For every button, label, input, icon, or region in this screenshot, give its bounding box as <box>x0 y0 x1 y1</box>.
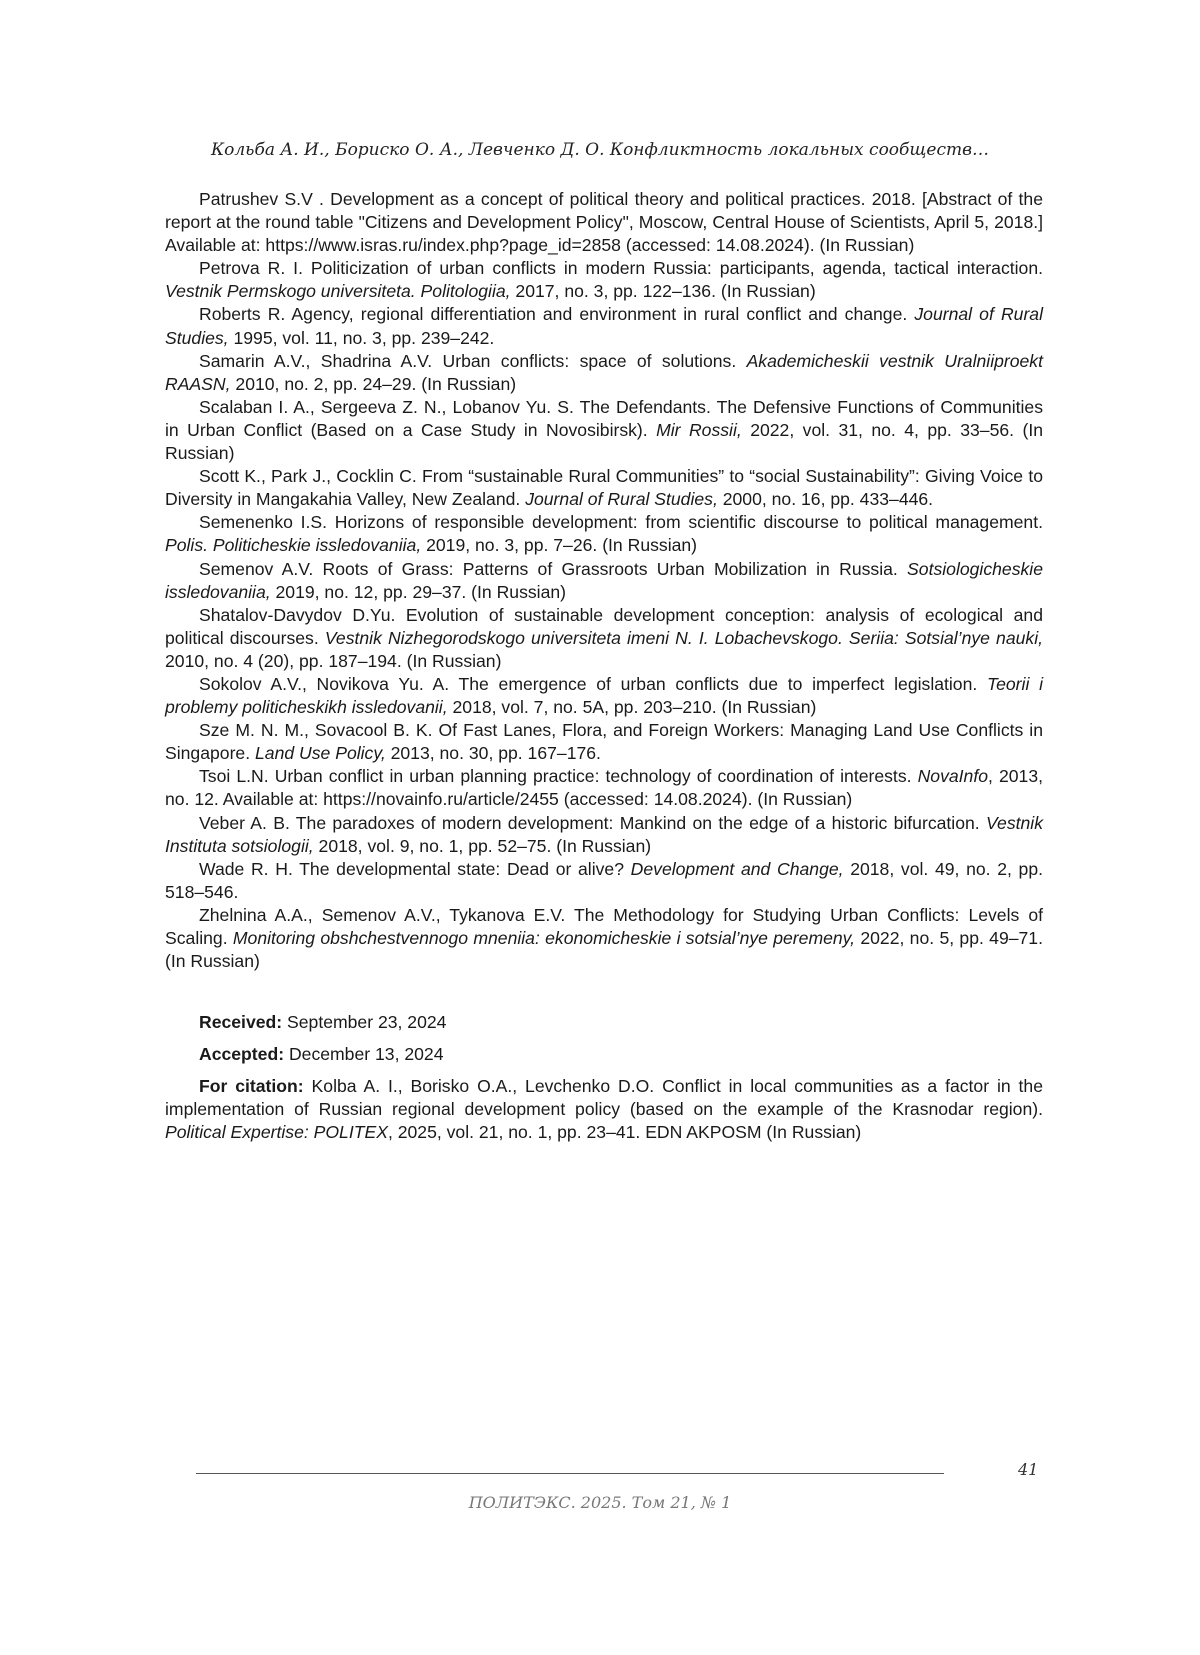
reference-item <box>165 765 1043 811</box>
reference-source: Journal of Rural Studies, <box>525 489 718 510</box>
accepted-line <box>165 1043 1043 1066</box>
reference-text: Shatalov-Davydov D.Yu. Evolution of sustainable development conception: analysis of ecological and political discourses. <box>165 604 1043 648</box>
reference-item <box>165 858 1043 904</box>
reference-text: Samarin A.V., Shadrina A.V. Urban conflicts: space of solutions. <box>199 350 747 371</box>
reference-item <box>165 350 1043 396</box>
reference-text: 2000, no. 16, pp. 433–446. <box>717 489 934 510</box>
reference-text: 2022, no. 5, pp. 49–71. (In Russian) <box>165 928 1043 972</box>
citation-text: Kolba A. I., Borisko O.A., Levchenko D.O. Conflict in local communities as a factor in the implementation of Russian regional development policy (based on the example of the Krasnodar region). <box>165 1076 1043 1120</box>
accepted-value: December 13, 2024 <box>284 1044 444 1064</box>
reference-text: 2018, vol. 7, no. 5A, pp. 203–210. (In Russian) <box>447 697 817 718</box>
reference-item <box>165 604 1043 673</box>
reference-text: Scott K., Park J., Cocklin C. From “sustainable Rural Communities” to “social Sustainability”: Giving Voice to Diversity in Mangakahia Valley, New Zealand. <box>165 466 1043 510</box>
reference-item <box>165 673 1043 719</box>
reference-text: Patrushev S.V . Development as a concept of political theory and political practices. 2018. [Abstract of the report at the round table "Citizens and Development Policy", Moscow, Central House of Scientists, April 5, 2018.] Available at: https://www.isras.ru/index.php?page_id=2858 (accessed: 14.08.2024). (In Russian) <box>165 189 1043 256</box>
reference-text: 2022, vol. 31, no. 4, pp. 33–56. (In Russian) <box>165 419 1044 464</box>
reference-item <box>165 719 1043 765</box>
running-head: Кольба А. И., Бориско О. А., Левченко Д. О. Конфликтность локальных сообществ… <box>210 140 990 160</box>
reference-item <box>165 904 1043 973</box>
article-meta <box>165 1011 1043 1034</box>
reference-item <box>165 812 1043 858</box>
accepted-label: Accepted: <box>199 1044 285 1064</box>
reference-text: Wade R. H. The developmental state: Dead or alive? <box>199 858 631 879</box>
reference-item <box>165 303 1043 349</box>
reference-text: 2018, vol. 49, no. 2, pp. 518–546. <box>165 858 1043 902</box>
reference-item <box>165 396 1043 465</box>
reference-source: Land Use Policy, <box>255 743 386 764</box>
received-value: September 23, 2024 <box>282 1012 447 1032</box>
reference-item <box>165 257 1043 303</box>
journal-footer: ПОЛИТЭКС. 2025. Том 21, № 1 <box>468 1493 732 1512</box>
reference-text: Sze M. N. M., Sovacool B. K. Of Fast Lanes, Flora, and Foreign Workers: Managing Land Use Conflicts in Singapore. <box>165 720 1043 764</box>
reference-text: 2019, no. 12, pp. 29–37. (In Russian) <box>270 581 567 602</box>
received-label: Received: <box>199 1012 283 1032</box>
reference-list <box>165 188 1043 973</box>
reference-text: 2019, no. 3, pp. 7–26. (In Russian) <box>421 535 698 556</box>
page-number: 41 <box>1018 1460 1039 1479</box>
reference-text: Veber A. B. The paradoxes of modern development: Mankind on the edge of a historic bifurcation. <box>199 812 986 833</box>
reference-source: Teorii i problemy politicheskikh issledovanii, <box>165 673 1043 718</box>
reference-item <box>165 188 1043 257</box>
reference-source: Akademicheskii vestnik Uralniiproekt RAASN, <box>165 350 1043 394</box>
article-meta-accepted <box>165 1043 1043 1066</box>
reference-source: Polis. Politicheskie issledovaniia, <box>165 535 422 556</box>
reference-text: 2010, no. 2, pp. 24–29. (In Russian) <box>230 373 517 394</box>
article-meta-citation <box>165 1075 1043 1144</box>
reference-text: Sokolov A.V., Novikova Yu. A. The emergence of urban conflicts due to imperfect legislation. <box>199 673 987 694</box>
reference-source: Vestnik Instituta sotsiologii, <box>165 812 1043 856</box>
reference-source: Vestnik Nizhegorodskogo universiteta imeni N. I. Lobachevskogo. Seriia: Sotsial’nye nauki, <box>324 627 1043 648</box>
reference-source: NovaInfo <box>917 766 988 787</box>
citation-journal: Political Expertise: POLITEX <box>165 1122 388 1143</box>
reference-text: Petrova R. I. Politicization of urban conflicts in modern Russia: participants, agenda, tactical interaction. <box>199 258 1043 279</box>
reference-item <box>165 465 1043 511</box>
reference-text: 2017, no. 3, pp. 122–136. (In Russian) <box>510 281 816 302</box>
reference-text: 1995, vol. 11, no. 3, pp. 239–242. <box>228 327 495 348</box>
reference-text: 2018, vol. 9, no. 1, pp. 52–75. (In Russian) <box>313 835 652 856</box>
reference-source: Monitoring obshchestvennogo mneniia: ekonomicheskie i sotsial’nye peremeny, <box>232 928 856 948</box>
reference-text: Semenov A.V. Roots of Grass: Patterns of Grassroots Urban Mobilization in Russia. <box>199 558 908 579</box>
reference-text: Semenenko I.S. Horizons of responsible development: from scientific discourse to political management. <box>199 512 1043 533</box>
citation-block <box>165 1075 1043 1144</box>
reference-source: Mir Rossii, <box>656 419 742 440</box>
citation-text-tail: , 2025, vol. 21, no. 1, pp. 23–41. EDN AKPOSM (In Russian) <box>387 1122 862 1143</box>
reference-source: Journal of Rural Studies, <box>165 304 1043 348</box>
reference-text: Roberts R. Agency, regional differentiation and environment in rural conflict and change. <box>199 304 915 325</box>
citation-label: For citation: <box>199 1076 304 1096</box>
reference-source: Vestnik Permskogo universiteta. Politologiia, <box>165 281 511 302</box>
reference-text: 2010, no. 4 (20), pp. 187–194. (In Russian) <box>165 650 502 671</box>
footer-rule <box>196 1473 944 1474</box>
reference-text: Zhelnina A.A., Semenov A.V., Tykanova E.V. The Methodology for Studying Urban Conflicts: Levels of Scaling. <box>165 904 1043 948</box>
reference-source: Development and Change, <box>630 858 844 879</box>
received-line <box>165 1011 1043 1034</box>
reference-item <box>165 558 1043 604</box>
reference-item <box>165 511 1043 557</box>
reference-text: Scalaban I. A., Sergeeva Z. N., Lobanov Yu. S. The Defendants. The Defensive Functions of Communities in Urban Conflict (Based on a Case Study in Novosibirsk). <box>165 396 1043 440</box>
reference-text: , 2013, no. 12. Available at: https://novainfo.ru/article/2455 (accessed: 14.08.2024). (In Russian) <box>165 766 1043 810</box>
reference-source: Sotsiologicheskie issledovaniia, <box>165 558 1043 602</box>
reference-text: Tsoi L.N. Urban conflict in urban planning practice: technology of coordination of interests. <box>199 766 918 787</box>
reference-text: 2013, no. 30, pp. 167–176. <box>385 743 601 764</box>
